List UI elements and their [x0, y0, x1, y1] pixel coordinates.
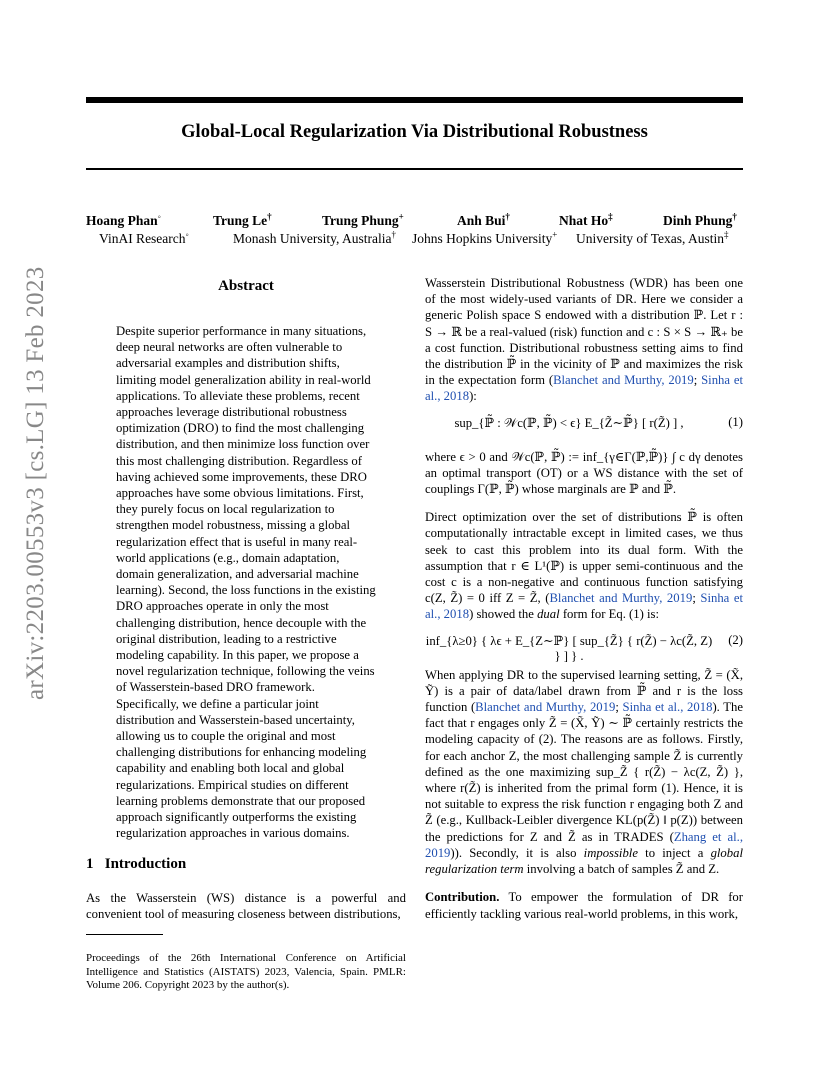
paragraph: Direct optimization over the set of distributions ℙ̃ is often computationally intractable except in limited cases, we thus seek to cast this problem into its dual form. With the assumption that r ∈ L¹(ℙ) is upper semi-continuous and the cost c is a non-negative and continuous function satisfying c(Z, Z̃) = 0 iff Z = Z̃, (Blanchet and Murthy, 2019; Sinha et al., 2018) showed the dual form for Eq. (1) is: [425, 510, 743, 622]
equation-1: sup_{ℙ̃ : 𝒲c(ℙ, ℙ̃) < ϵ} E_{Z̃∼ℙ̃} [ r(Z̃) ] , (1) [454, 414, 743, 430]
affiliation: Monash University, Australia† [233, 229, 396, 246]
citation-link[interactable]: Sinha et al., 2018 [425, 373, 743, 404]
citation-link[interactable]: Blanchet and Murthy, 2019 [549, 591, 693, 606]
author: Hoang Phan◦ [86, 211, 161, 228]
author-list [86, 213, 743, 231]
top-rule [86, 97, 743, 103]
left-column [86, 275, 406, 842]
author: Trung Le† [213, 211, 272, 228]
arxiv-identifier: arXiv:2203.00553v3 [cs.LG] 13 Feb 2023 [22, 266, 49, 700]
abstract-heading: Abstract [218, 278, 274, 294]
affiliation: University of Texas, Austin‡ [576, 229, 729, 246]
citation-link[interactable]: Sinha et al., 2018 [425, 591, 743, 622]
paper-title: Global-Local Regularization Via Distributional Robustness [181, 122, 648, 142]
right-column [425, 275, 743, 922]
paragraph: Wasserstein Distributional Robustness (WDR) has been one of the most widely-used variants of DR. Here we consider a generic Polish space S endowed with a distribution ℙ. Let r : S → ℝ be a real-valued (risk) function and c : S × S → ℝ₊ be a cost function. Distributional robustness setting aims to find the distribution ℙ̃ in the vicinity of ℙ and maximizes the risk in the expectation form (Blanchet and Murthy, 2019; Sinha et al., 2018): [425, 276, 743, 404]
citation-link[interactable]: Sinha et al., 2018 [622, 700, 713, 715]
citation-link[interactable]: Zhang et al., 2019 [425, 829, 744, 860]
citation-link[interactable]: Blanchet and Murthy, 2019 [553, 373, 694, 388]
abstract-text: Despite superior performance in many situations, deep neural networks are often vulnerable to adversarial examples and distribution shifts, limiting model generalization ability in real-world applications. To alleviate these problems, recent approaches leverage distributional robustness optimization (DRO) to find the most challenging distribution, and then minimize loss function over this most challenging distribution. Regardless of having achieved some improvements, these DRO approaches have some obvious limitations. First, they purely focus on local regularization to strengthen model robustness, missing a global regularization effect that is useful in many real-world applications (e.g., domain adaptation, domain generalization, and adversarial machine learning). Second, the loss functions in the existing DRO approaches operate in only the most challenging distribution, hence decouple with the original distribution, leading to a restrictive modeling capability. In this paper, we propose a novel regularization technique, following the veins of Wasserstein-based DRO framework. Specifically, we define a particular joint distribution and Wasserstein-based uncertainty, allowing us to couple the original and most challenging distributions for enhancing modeling capability and enabling both local and global regularizations. Empirical studies on different learning problems demonstrate that our proposed approach significantly outperforms the existing regularization approaches in various domains. [116, 324, 376, 841]
author: Anh Bui† [457, 211, 510, 228]
paragraph: Contribution. To empower the formulation of DR for efficiently tackling various real-world problems, in this work, [425, 890, 743, 921]
affiliation-list [86, 231, 743, 249]
paragraph: where ϵ > 0 and 𝒲c(ℙ, ℙ̃) := inf_{γ∈Γ(ℙ,ℙ̃)} ∫ c dγ denotes an optimal transport (OT) or a WS distance with the set of couplings Γ(ℙ, ℙ̃) whose marginals are ℙ and ℙ̃. [425, 449, 743, 497]
title-rule [86, 168, 743, 170]
author: Nhat Ho‡ [559, 211, 613, 228]
footnote: Proceedings of the 26th International Conference on Artificial Intelligence and Statistics (AISTATS) 2023, Valencia, Spain. PMLR: Volume 206. Copyright 2023 by the author(s). [86, 952, 406, 991]
equation-2: inf_{λ≥0} { λϵ + E_{Z∼ℙ} [ sup_{Z̃} { r(Z̃) − λc(Z̃, Z) } ] } . (2) [425, 632, 743, 663]
footnote-rule [86, 934, 163, 935]
intro-text: As the Wasserstein (WS) distance is a powerful and convenient tool of measuring closeness between distributions, [86, 891, 406, 922]
paragraph: When applying DR to the supervised learning setting, Z̃ = (X̃, Ỹ) is a pair of data/label drawn from ℙ̃ and r is the loss function (Blanchet and Murthy, 2019; Sinha et al., 2018). The fact that r engages only Z̃ = (X̃, Ỹ) ∼ ℙ̃ certainly restricts the modeling capacity of (2). The reasons are as follows. Firstly, for each anchor Z, the most challenging sample Z̃ is currently defined as the one maximizing sup_Z̃ { r(Z̃) − λc(Z, Z̃) }, where r(Z̃) is inherited from the primal form (1). Hence, it is not suitable to express the risk function r engaging both Z and Z̃ (e.g., Kullback-Leibler divergence KL(p(Z̃) ‖ p(Z)) between the predictions for Z and Z̃ as in TRADES (Zhang et al., 2019)). Secondly, it is also impossible to inject a global regularization term involving a batch of samples Z̃ and Z. [425, 667, 744, 877]
affiliation: Johns Hopkins University+ [412, 229, 558, 246]
section-heading: 1 Introduction [86, 856, 187, 872]
citation-link[interactable]: Blanchet and Murthy, 2019 [475, 700, 616, 715]
author: Trung Phung+ [322, 211, 404, 228]
author: Dinh Phung† [663, 211, 737, 228]
affiliation: VinAI Research◦ [99, 229, 189, 246]
